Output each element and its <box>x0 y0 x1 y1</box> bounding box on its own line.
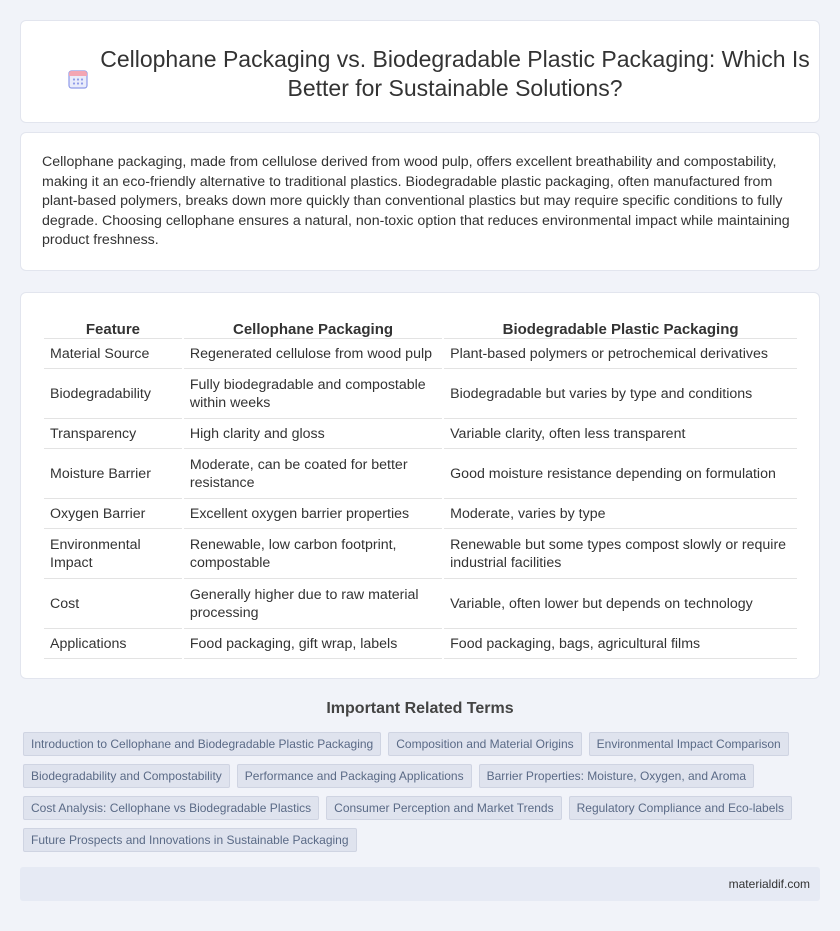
table-row <box>44 449 797 499</box>
table-cell: Good moisture resistance depending on formulation <box>444 449 797 499</box>
table-cell: Cost <box>44 579 182 629</box>
table-cell: Moderate, can be coated for better resistance <box>184 449 442 499</box>
table-row <box>44 529 797 579</box>
page-title: Cellophane Packaging vs. Biodegradable Plastic Packaging: Which Is Better for Sustainable Solutions? <box>100 46 810 101</box>
table-cell: Biodegradable but varies by type and conditions <box>444 369 797 419</box>
table-cell: High clarity and gloss <box>184 419 442 449</box>
table-cell: Generally higher due to raw material processing <box>184 579 442 629</box>
related-term-tag[interactable]: Performance and Packaging Applications <box>237 764 472 788</box>
table-cell: Moisture Barrier <box>44 449 182 499</box>
related-term-tag[interactable]: Biodegradability and Compostability <box>23 764 230 788</box>
intro-card <box>20 132 820 271</box>
table-row <box>44 369 797 419</box>
table-row <box>44 629 797 659</box>
table-cell: Food packaging, bags, agricultural films <box>444 629 797 659</box>
table-cell: Renewable, low carbon footprint, compostable <box>184 529 442 579</box>
related-term-tag[interactable]: Future Prospects and Innovations in Sustainable Packaging <box>23 828 357 852</box>
table-cell: Renewable but some types compost slowly or require industrial facilities <box>444 529 797 579</box>
table-cell: Fully biodegradable and compostable within weeks <box>184 369 442 419</box>
table-cell: Regenerated cellulose from wood pulp <box>184 339 442 369</box>
table-row <box>44 579 797 629</box>
intro-paragraph: Cellophane packaging, made from cellulose derived from wood pulp, offers excellent breathability and compostability, making it an eco-friendly alternative to traditional plastics. Biodegradable plastic packaging, often manufactured from plant-based polymers, breaks down more quickly than conventional plastics but may require specific conditions to fully degrade. Choosing cellophane ensures a natural, non-toxic option that reduces environmental impact while maintaining product freshness. <box>42 154 790 248</box>
table-cell: Plant-based polymers or petrochemical derivatives <box>444 339 797 369</box>
table-cell: Variable, often lower but depends on technology <box>444 579 797 629</box>
table-row <box>44 499 797 529</box>
related-term-tag[interactable]: Introduction to Cellophane and Biodegradable Plastic Packaging <box>23 732 381 756</box>
related-term-tag[interactable]: Composition and Material Origins <box>388 732 581 756</box>
related-term-tag[interactable]: Barrier Properties: Moisture, Oxygen, and Aroma <box>479 764 754 788</box>
footer-bar <box>20 867 820 901</box>
related-term-tag[interactable]: Environmental Impact Comparison <box>589 732 789 756</box>
table-header-biodegradable: Biodegradable Plastic Packaging <box>444 315 797 339</box>
table-cell: Applications <box>44 629 182 659</box>
comparison-table <box>42 315 799 659</box>
table-cell: Biodegradability <box>44 369 182 419</box>
related-term-tag[interactable]: Regulatory Compliance and Eco-labels <box>569 796 792 820</box>
table-cell: Food packaging, gift wrap, labels <box>184 629 442 659</box>
calendar-icon <box>66 67 90 91</box>
table-cell: Transparency <box>44 419 182 449</box>
table-cell: Oxygen Barrier <box>44 499 182 529</box>
table-cell: Moderate, varies by type <box>444 499 797 529</box>
table-row <box>44 339 797 369</box>
site-name[interactable]: materialdif.com <box>728 877 810 891</box>
table-header-cellophane: Cellophane Packaging <box>184 315 442 339</box>
table-header-feature: Feature <box>44 315 182 339</box>
related-term-tag[interactable]: Cost Analysis: Cellophane vs Biodegradable Plastics <box>23 796 319 820</box>
table-cell: Excellent oxygen barrier properties <box>184 499 442 529</box>
table-cell: Environmental Impact <box>44 529 182 579</box>
table-row <box>44 419 797 449</box>
related-terms-list <box>23 732 813 852</box>
related-terms-heading: Important Related Terms <box>326 700 514 717</box>
table-cell: Material Source <box>44 339 182 369</box>
title-card <box>20 20 820 123</box>
comparison-card <box>20 292 820 679</box>
table-cell: Variable clarity, often less transparent <box>444 419 797 449</box>
related-term-tag[interactable]: Consumer Perception and Market Trends <box>326 796 561 820</box>
